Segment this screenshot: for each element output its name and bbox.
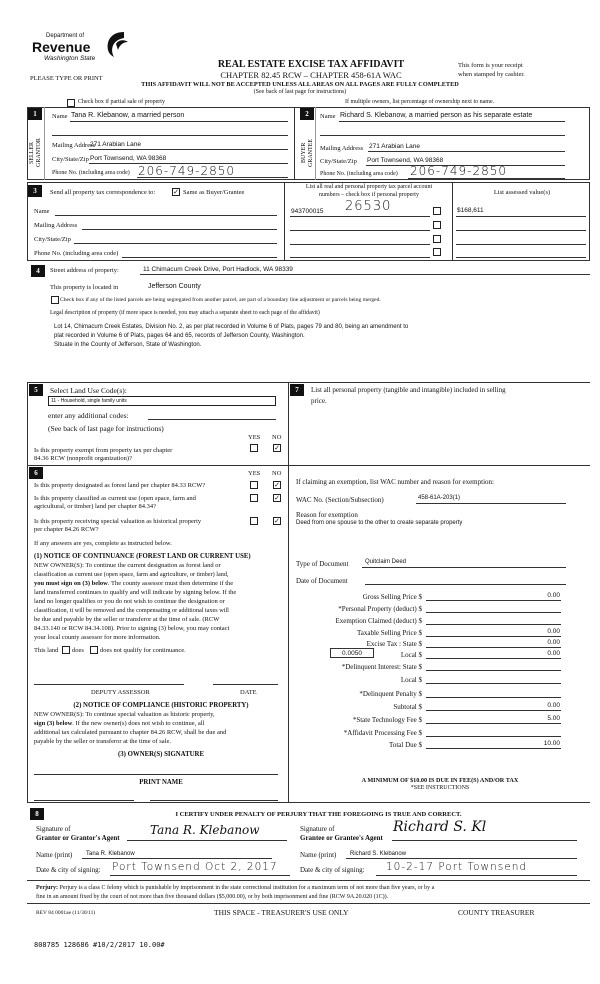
- receipt-note-1: This form is your receipt: [458, 62, 523, 69]
- underline: [426, 600, 561, 601]
- grantee-name-print-label: Name (print): [300, 851, 337, 859]
- seller-name[interactable]: Tana R. Klebanow, a married person: [71, 112, 185, 119]
- owner-signature-label: (3) OWNER(S) SIGNATURE: [118, 751, 204, 758]
- parcel-header-2: numbers – check box if personal property: [319, 192, 419, 198]
- seller-city-label: City/State/Zip: [52, 156, 89, 163]
- underline: [426, 710, 561, 711]
- historic-question-1: Is this property receiving special valuation as historical property: [34, 518, 202, 525]
- tax-row-value[interactable]: 0.00: [547, 650, 560, 657]
- buyer-name[interactable]: Richard S. Klebanow, a married person as his separate estate: [340, 112, 533, 119]
- segregated-label: Check box if any of the listed parcels are being segregated from another parcel, are part of a boundary line adjustment or parcels being merged.: [60, 297, 381, 303]
- underline: [456, 216, 586, 217]
- buyer-mailing-label: Mailing Address: [320, 145, 364, 152]
- no-header-6: NO: [272, 470, 282, 477]
- assessed-input-3[interactable]: [456, 244, 586, 245]
- grantor-name-print-label: Name (print): [36, 851, 73, 859]
- corr-city-label: City/State/Zip: [34, 236, 71, 243]
- section-3-number: 3: [28, 185, 42, 197]
- tax-row-label: Gross Selling Price $: [362, 593, 422, 601]
- personal-property-checkbox-4[interactable]: [433, 248, 441, 256]
- assessed-header: List assessed value(s): [493, 189, 551, 196]
- divider: [27, 880, 590, 881]
- seller-name-label: Name: [52, 113, 68, 120]
- tax-row-label: Excise Tax : State $: [366, 640, 422, 648]
- delinquent-interest-local-input[interactable]: [426, 683, 561, 684]
- notice1-line-9: your local county assessor for more information.: [34, 634, 161, 641]
- tax-row-label: Total Due $: [389, 741, 422, 749]
- underline: [110, 875, 290, 876]
- underline: [426, 723, 561, 724]
- local-rate-box[interactable]: 0.0050: [330, 648, 374, 658]
- section-5-number: 5: [29, 384, 43, 396]
- this-land-label: This land: [34, 647, 59, 654]
- deputy-assessor-input[interactable]: [34, 684, 184, 685]
- grantee-date-city-label: Date & city of signing:: [300, 866, 365, 874]
- land-use-label: Select Land Use Code(s):: [50, 386, 127, 395]
- doc-type[interactable]: Quitclaim Deed: [365, 559, 407, 565]
- tax-row-label: *Personal Property (deduct) $: [338, 605, 422, 613]
- section-6-number: 6: [29, 467, 43, 479]
- section-4-number: 4: [31, 265, 45, 277]
- exempt-no-checkbox[interactable]: ✓: [274, 444, 280, 452]
- logo-state: Washington State: [44, 55, 96, 62]
- notice1-line-4: land transferred continues to qualify and will indicate by signing below. If the: [34, 589, 237, 596]
- notice1-line-1: NEW OWNER(S): To continue the current designation as forest land or: [34, 562, 221, 569]
- corr-name-input[interactable]: [55, 215, 277, 216]
- street-address[interactable]: 11 Chimacum Creek Drive, Port Hadlock, WA 98339: [143, 266, 293, 273]
- underline: [346, 858, 577, 859]
- seller-phone[interactable]: 206-749-2850: [138, 164, 236, 178]
- divider: [27, 465, 288, 466]
- legal-line-3: Situate in the County of Jefferson, State of Washington.: [54, 342, 202, 348]
- tax-row-label: Local $: [400, 651, 422, 659]
- rev-number: REV 84 0001ae (11/30/11): [36, 910, 96, 916]
- forest-question: Is this property designated as forest land per chapter 84.33 RCW?: [34, 482, 206, 489]
- notice2-line-2: sign (3) below. If the new owner(s) does not wish to continue, all: [34, 720, 205, 727]
- tax-row-label: Subtotal $: [393, 703, 422, 711]
- print-name-input[interactable]: [34, 800, 134, 801]
- assessed-value[interactable]: $168,611: [457, 207, 484, 214]
- underline: [320, 135, 565, 136]
- underline: [137, 177, 288, 178]
- buyer-city-label: City/State/Zip: [320, 158, 357, 165]
- tax-row-label: Exemption Claimed (deduct) $: [335, 617, 422, 625]
- divider: [294, 107, 295, 180]
- personal-property-label-1: List all personal property (tangible and intangible) included in selling: [311, 386, 506, 394]
- historic-yes-checkbox[interactable]: [250, 517, 258, 525]
- underline: [290, 216, 430, 217]
- date-label: DATE: [240, 689, 257, 696]
- underline: [368, 151, 565, 152]
- additional-codes-input[interactable]: [148, 419, 276, 420]
- logo-revenue: Revenue: [32, 39, 91, 55]
- underline: [426, 636, 561, 637]
- parcel-input-2[interactable]: [290, 230, 430, 231]
- delinquent-interest-state-input[interactable]: [426, 670, 561, 671]
- cashier-stamp: 808785 128686 #10/2/2017 10.00#: [34, 941, 165, 949]
- notice1-line-7: be due and payable by the seller or transferor at the time of sale. (RCW: [34, 616, 220, 623]
- same-as-buyer-label: Same as Buyer/Grantee: [183, 189, 245, 196]
- parcel-handwritten: 26530: [345, 199, 392, 214]
- exemption-reason[interactable]: Deed from one spouse to the other to create separate property: [296, 520, 463, 526]
- affidavit-fee-input[interactable]: [426, 736, 561, 737]
- section-7-number: 7: [290, 384, 304, 396]
- buyer-phone-label: Phone No. (including area code): [320, 171, 398, 177]
- underline: [339, 121, 565, 122]
- same-as-buyer-checkbox[interactable]: ✓: [173, 188, 179, 196]
- tax-row-label: *State Technology Fee $: [352, 716, 422, 724]
- does-label: does: [72, 647, 84, 654]
- underline: [392, 840, 577, 841]
- grantee-date-city[interactable]: 10-2-17 Port Townsend: [386, 861, 528, 873]
- assessor-date-input[interactable]: [213, 684, 278, 685]
- doc-date-label: Date of Document: [296, 577, 348, 585]
- does-not-qualify-checkbox[interactable]: [90, 646, 98, 654]
- underline: [89, 149, 288, 150]
- notice2-line-4: payable by the seller or transferor at the time of sale.: [34, 738, 171, 745]
- buyer-side-label: BUYER GRANTEE: [301, 139, 314, 167]
- segregated-checkbox[interactable]: [51, 296, 59, 304]
- additional-codes-label: enter any additional codes:: [48, 411, 129, 420]
- underline: [70, 121, 288, 122]
- doc-date-input[interactable]: [365, 584, 566, 585]
- exempt-yes-checkbox[interactable]: [250, 444, 258, 452]
- underline: [426, 647, 561, 648]
- does-qualify-checkbox[interactable]: [62, 646, 70, 654]
- yes-header-6: YES: [248, 470, 261, 477]
- does-not-label: does not qualify for continuance.: [100, 647, 186, 654]
- divider: [27, 382, 590, 383]
- logo-dept: Department of: [46, 33, 85, 39]
- tax-row-label: *Affidavit Processing Fee $: [343, 729, 422, 737]
- personal-property-checkbox-1[interactable]: [433, 207, 441, 215]
- underline: [408, 178, 565, 179]
- corr-city-input[interactable]: [74, 243, 277, 244]
- grantee-sig-label-1: Signature of: [300, 825, 335, 833]
- personal-property-label-2: price.: [311, 397, 327, 405]
- seller-phone-label: Phone No. (including area code): [52, 170, 130, 176]
- underline: [140, 274, 590, 275]
- tax-row-label: Taxable Selling Price $: [356, 629, 422, 637]
- legal-label: Legal description of property (if more space is needed, you may attach a separate sheet to each page of the affidavit): [50, 310, 320, 316]
- personal-property-deduct-input[interactable]: [426, 612, 561, 613]
- divider: [27, 382, 28, 802]
- underline: [426, 658, 561, 659]
- county-treasurer-label: COUNTY TREASURER: [458, 908, 535, 917]
- underline: [416, 503, 566, 504]
- grantor-date-city-label: Date & city of signing:: [36, 866, 101, 874]
- notice1-title: (1) NOTICE OF CONTINUANCE (FOREST LAND OR CURRENT USE): [34, 553, 251, 560]
- forest-yes-checkbox[interactable]: [250, 481, 258, 489]
- grantee-print-name[interactable]: Richard S. Klebanow: [350, 851, 407, 857]
- delinquent-penalty-input[interactable]: [426, 697, 561, 698]
- notice2-title: (2) NOTICE OF COMPLIANCE (HISTORIC PROPERTY): [73, 702, 249, 709]
- corr-phone-input[interactable]: [122, 257, 277, 258]
- grantor-print-name[interactable]: Tana R. Klebanow: [86, 851, 135, 857]
- parcel-number[interactable]: 943700015: [291, 208, 324, 215]
- grantee-signature[interactable]: Richard S. Kl: [393, 819, 487, 835]
- seller-side-label: SELLER GRANTOR: [29, 138, 42, 168]
- notice1-line-6: classification, it will be removed and the compensating or additional taxes will: [34, 607, 229, 614]
- underline: [376, 875, 577, 876]
- buyer-mailing[interactable]: 271 Arabian Lane: [369, 143, 420, 150]
- personal-property-checkbox-2[interactable]: [433, 221, 441, 229]
- tax-row-value[interactable]: 0.00: [547, 702, 560, 709]
- perjury-line-1: Perjury: Perjury is a class C felony which is punishable by imprisonment in the state correctional institution for a maximum term of not more than five years, or by a: [36, 885, 435, 891]
- tax-row-value[interactable]: 0.00: [547, 628, 560, 635]
- underline: [82, 858, 272, 859]
- warning-text: THIS AFFIDAVIT WILL NOT BE ACCEPTED UNLESS ALL AREAS ON ALL PAGES ARE FULLY COMPLETED: [141, 81, 459, 88]
- assessed-input-2[interactable]: [456, 230, 586, 231]
- notice2-line-3: additional tax calculated pursuant to chapter 84.26 RCW, shall be due and: [34, 729, 227, 736]
- wac-number[interactable]: 458-61A-203(1): [418, 495, 461, 501]
- divider: [27, 802, 590, 803]
- partial-sale-label: Check box if partial sale of property: [78, 99, 165, 105]
- assessed-input-4[interactable]: [456, 257, 586, 258]
- if-yes-note: If any answers are yes, complete as instructed below.: [34, 540, 172, 547]
- section-2-number: 2: [300, 108, 314, 120]
- legal-line-1: Lot 14, Chimacum Creek Estates, Division No. 2, as per plat recorded in Volume 6 of Plats, pages 79 and 80, being an amendment to: [54, 324, 409, 330]
- partial-sale-checkbox[interactable]: [67, 99, 75, 107]
- revenue-logo-icon: [104, 30, 130, 58]
- seller-mailing[interactable]: 271 Arabian Lane: [90, 141, 141, 148]
- current-use-no-checkbox[interactable]: ✓: [274, 494, 280, 502]
- notice1-line-3: you must sign on (3) below. The county assessor must then determine if the: [34, 580, 234, 587]
- current-use-yes-checkbox[interactable]: [250, 494, 258, 502]
- notice2-line-1: NEW OWNER(S): To continue special valuation as historic property,: [34, 711, 215, 718]
- underline: [426, 748, 561, 749]
- historic-question-2: per chapter 84.26 RCW?: [34, 526, 99, 533]
- perjury-line-2: fine in an amount fixed by the court of not more than five thousand dollars ($5,000.00), or by both imprisonment and fine (RCW 9A.20.020 (1C)).: [36, 894, 389, 900]
- certify-title: I CERTIFY UNDER PENALTY OF PERJURY THAT THE FOREGOING IS TRUE AND CORRECT.: [175, 811, 462, 818]
- total-due-value[interactable]: 10.00: [543, 740, 560, 747]
- send-correspondence-label: Send all property tax correspondence to:: [50, 189, 156, 196]
- divider: [315, 107, 316, 180]
- notice1-line-8: 84.33.140 or RCW 84.34.108). Prior to signing (3) below, you may contact: [34, 625, 230, 632]
- tax-row-label: *Delinquent Penalty $: [359, 690, 422, 698]
- notice1-line-2: classification as current use (open space, farm and agriculture, or timber) land,: [34, 571, 229, 578]
- land-use-select[interactable]: 11 - Household, single family units: [48, 396, 276, 406]
- underline: [127, 840, 287, 841]
- grantor-sig-label-1: Signature of: [36, 825, 71, 833]
- see-instructions: *SEE INSTRUCTIONS: [410, 785, 470, 791]
- divider: [288, 382, 289, 802]
- divider: [284, 182, 285, 261]
- tax-row-label: Local $: [400, 676, 422, 684]
- exemption-claim-label: If claiming an exemption, list WAC number and reason for exemption:: [296, 478, 494, 486]
- seller-city[interactable]: Port Townsend, WA 98368: [90, 155, 167, 162]
- please-type: PLEASE TYPE OR PRINT: [30, 75, 103, 82]
- exempt-question-2: 84.36 RCW (nonprofit organization)?: [34, 455, 132, 462]
- owner-signature-input[interactable]: [34, 774, 278, 775]
- forest-no-checkbox[interactable]: ✓: [274, 481, 280, 489]
- grantor-date-city[interactable]: Port Townsend Oct 2, 2017: [112, 861, 278, 873]
- exemption-claimed-input[interactable]: [426, 624, 561, 625]
- see-back-instructions: (See back of last page for instructions): [48, 424, 164, 433]
- no-header: NO: [272, 434, 282, 441]
- receipt-note-2: when stamped by cashier.: [458, 71, 525, 78]
- parcel-input-3[interactable]: [290, 244, 430, 245]
- grantee-sig-label-2: Grantee or Grantee's Agent: [300, 834, 383, 842]
- minimum-due-note: A MINIMUM OF $10.00 IS DUE IN FEE(S) AND/OR TAX: [361, 777, 519, 784]
- print-name-label: PRINT NAME: [139, 779, 183, 786]
- corr-phone-label: Phone No. (including area code): [34, 250, 119, 257]
- buyer-phone[interactable]: 206-749-2850: [410, 164, 508, 178]
- divider: [44, 107, 45, 180]
- reason-label: Reason for exemption: [296, 511, 358, 519]
- tax-row-value[interactable]: 0.00: [547, 639, 560, 646]
- current-use-question-1: Is this property classified as current use (open space, farm and: [34, 495, 196, 502]
- print-name-input-2[interactable]: [150, 800, 278, 801]
- section-1-number: 1: [28, 108, 42, 120]
- county[interactable]: Jefferson County: [148, 283, 201, 290]
- underline: [362, 567, 566, 568]
- multiple-owners-note: If multiple owners, list percentage of ownership next to name.: [345, 99, 495, 105]
- wac-label: WAC No. (Section/Subsection): [296, 496, 384, 504]
- corr-mailing-input[interactable]: [82, 229, 277, 230]
- located-label: This property is located in: [50, 284, 119, 291]
- parcel-input-4[interactable]: [290, 257, 430, 258]
- buyer-name-label: Name: [320, 113, 336, 120]
- page-title: REAL ESTATE EXCISE TAX AFFIDAVIT: [217, 59, 405, 70]
- underline: [52, 135, 288, 136]
- divider: [452, 182, 453, 261]
- tax-row-value[interactable]: 5.00: [547, 715, 560, 722]
- tax-row-label: *Delinquent Interest: State $: [341, 663, 422, 671]
- grantor-signature[interactable]: Tana R. Klebanow: [150, 823, 260, 837]
- divider: [27, 903, 590, 904]
- corr-mailing-label: Mailing Address: [34, 222, 78, 229]
- see-back-note: (See back of last page for instructions): [253, 89, 347, 95]
- exempt-question-1: Is this property exempt from property tax per chapter: [34, 447, 173, 454]
- yes-header: YES: [248, 434, 261, 441]
- grantor-sig-label-2: Grantor or Grantor's Agent: [36, 834, 120, 842]
- parcel-header-1: List all real and personal property tax parcel account: [305, 184, 433, 190]
- seller-mailing-label: Mailing Address: [52, 142, 96, 149]
- doc-type-label: Type of Document: [296, 560, 349, 568]
- current-use-question-2: agricultural, or timber) land per chapter 84.34?: [34, 503, 157, 510]
- page-subtitle: CHAPTER 82.45 RCW – CHAPTER 458-61A WAC: [220, 70, 402, 80]
- legal-line-2: plat recorded in Volume 6 of Plats, pages 64 and 65, records of Jefferson County, Washington.: [54, 333, 305, 339]
- divider: [288, 465, 590, 466]
- street-label: Street address of property:: [50, 267, 119, 274]
- buyer-city[interactable]: Port Townsend, WA 98368: [367, 157, 444, 164]
- section-8-number: 8: [30, 808, 44, 820]
- deputy-assessor-label: DEPUTY ASSESSOR: [91, 689, 150, 696]
- treasurer-use-label: THIS SPACE - TREASURER'S USE ONLY: [214, 908, 349, 917]
- corr-name-label: Name: [34, 208, 50, 215]
- tax-row-value[interactable]: 0.00: [547, 592, 560, 599]
- historic-no-checkbox[interactable]: ✓: [274, 517, 280, 525]
- personal-property-checkbox-3[interactable]: [433, 235, 441, 243]
- notice1-line-5: land no longer qualifies or you do not wish to continue the designation or: [34, 598, 225, 605]
